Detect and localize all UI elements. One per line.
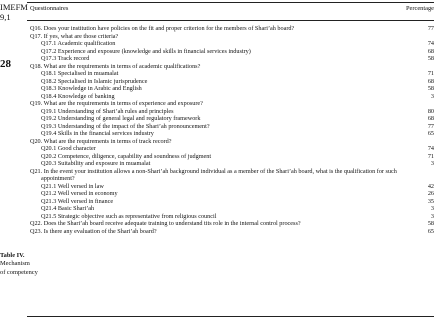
table-row (30, 115, 434, 123)
row-question: Q21.1 Well versed in law (41, 182, 104, 190)
table-row (30, 100, 434, 108)
row-question: Q21.5 Strategic objective such as representative from religious council (41, 212, 217, 220)
row-percentage: 35 (427, 197, 434, 205)
row-question: Q17.1 Academic qualification (41, 40, 116, 47)
header-percentage: Percentage (405, 5, 434, 12)
table-header-rule (27, 20, 434, 21)
table-body (30, 25, 434, 235)
table-row (30, 85, 434, 93)
row-percentage: 68 (427, 47, 434, 55)
row-percentage: 3 (430, 160, 434, 167)
row-percentage: 77 (427, 25, 434, 32)
table-row (30, 70, 434, 78)
table-row (30, 55, 434, 63)
journal-name: IMEFM (0, 2, 28, 12)
row-percentage: 77 (427, 122, 434, 130)
row-percentage: 80 (427, 107, 434, 115)
table-row (30, 153, 434, 161)
row-question: Q20. What are the requirements in terms of track record? (30, 137, 172, 145)
table-row (30, 63, 434, 71)
table-row (30, 25, 434, 33)
table-row (30, 145, 434, 153)
row-question: Q18.1 Specialised in muamalat (41, 70, 119, 77)
row-percentage: 3 (430, 205, 434, 212)
table-row (30, 213, 434, 221)
table-row (30, 168, 434, 183)
row-percentage: 58 (427, 85, 434, 92)
table-row (30, 78, 434, 86)
table-header (30, 5, 434, 12)
row-percentage: 65 (427, 227, 434, 235)
table-row (30, 183, 434, 191)
row-question: Q17. If yes, what are those criteria? (30, 32, 119, 40)
caption-line-2: of competency (0, 268, 38, 276)
row-question: Q18.2 Specialised in Islamic jurisprudence (41, 77, 148, 85)
table-row (30, 198, 434, 206)
row-percentage: 3 (430, 212, 434, 220)
row-percentage: 42 (427, 182, 434, 190)
table-bottom-rule (27, 316, 434, 317)
row-percentage: 26 (427, 190, 434, 197)
table-row (30, 40, 434, 48)
journal-header (0, 2, 28, 22)
row-percentage: 58 (427, 220, 434, 227)
row-question: Q18.4 Knowledge of banking (41, 92, 115, 100)
table-row (30, 33, 434, 41)
row-percentage: 71 (427, 152, 434, 160)
table-row (30, 130, 434, 138)
row-percentage: 68 (427, 115, 434, 122)
header-questionnaires: Questionnaires (30, 5, 69, 12)
row-question: Q19.2 Understanding of general legal and regulatory framework (41, 115, 201, 122)
row-question: Q18. What are the requirements in terms of academic qualifications? (30, 62, 201, 70)
row-question: Q19. What are the requirements in terms of experience and exposure? (30, 100, 203, 107)
table-row (30, 108, 434, 116)
row-percentage: 3 (430, 92, 434, 100)
row-question: Q21.3 Well versed in finance (41, 197, 114, 205)
journal-volume: 9,1 (0, 12, 11, 22)
row-question: Q22. Does the Shari’ah board receive adequate training to understand tits role in the internal control process? (30, 220, 301, 227)
table-label: Table IV. (0, 252, 25, 259)
caption-line-1: Mechanism (0, 260, 30, 268)
row-percentage: 65 (427, 130, 434, 137)
table-row (30, 190, 434, 198)
page-number: 28 (0, 58, 11, 70)
row-question: Q18.3 Knowledge in Arabic and English (41, 85, 142, 92)
row-question: Q20.2 Competence, diligence, capability and soundness of judgment (41, 152, 212, 160)
row-percentage: 74 (427, 145, 434, 152)
table-row (30, 138, 434, 146)
table-row (30, 205, 434, 213)
row-question: Q20.3 Suitability and exposure in muamalat (41, 160, 151, 167)
row-question: Q19.3 Understanding of the impact of the Shari’ah pronouncement? (41, 122, 210, 130)
table-row (30, 48, 434, 56)
table-caption (0, 252, 38, 277)
row-question: Q19.1 Understanding of Shari’ah rules and principles (41, 107, 174, 115)
table-row (30, 93, 434, 101)
row-question: Q17.3 Track record (41, 55, 90, 62)
row-question: Q21.4 Basic Shari’ah (41, 205, 95, 212)
row-percentage: 58 (427, 55, 434, 62)
row-question: Q16. Does your institution have policies on the fit and proper criterion for the members of Shari’ah board? (30, 25, 295, 32)
row-percentage: 68 (427, 77, 434, 85)
row-question: Q17.2 Experience and exposure (knowledge and skills in financial services industry) (41, 47, 251, 55)
row-question: Q20.1 Good character (41, 145, 96, 152)
table-row (30, 123, 434, 131)
table-row (30, 228, 434, 236)
table-row (30, 160, 434, 168)
table-top-rule (27, 2, 434, 3)
table-row (30, 220, 434, 228)
row-question: Q19.4 Skills in the financial services industry (41, 130, 154, 137)
row-percentage: 74 (427, 40, 434, 47)
row-question: Q23. Is there any evaluation of the Shari’ah board? (30, 227, 157, 235)
row-question: Q21. In the event your institution allows a non-Shari’ah background individual as a member of the Shari’ah board, what is the qualification for such appointment? (30, 167, 397, 182)
row-question: Q21.2 Well versed in economy (41, 190, 118, 197)
row-percentage: 71 (427, 70, 434, 77)
